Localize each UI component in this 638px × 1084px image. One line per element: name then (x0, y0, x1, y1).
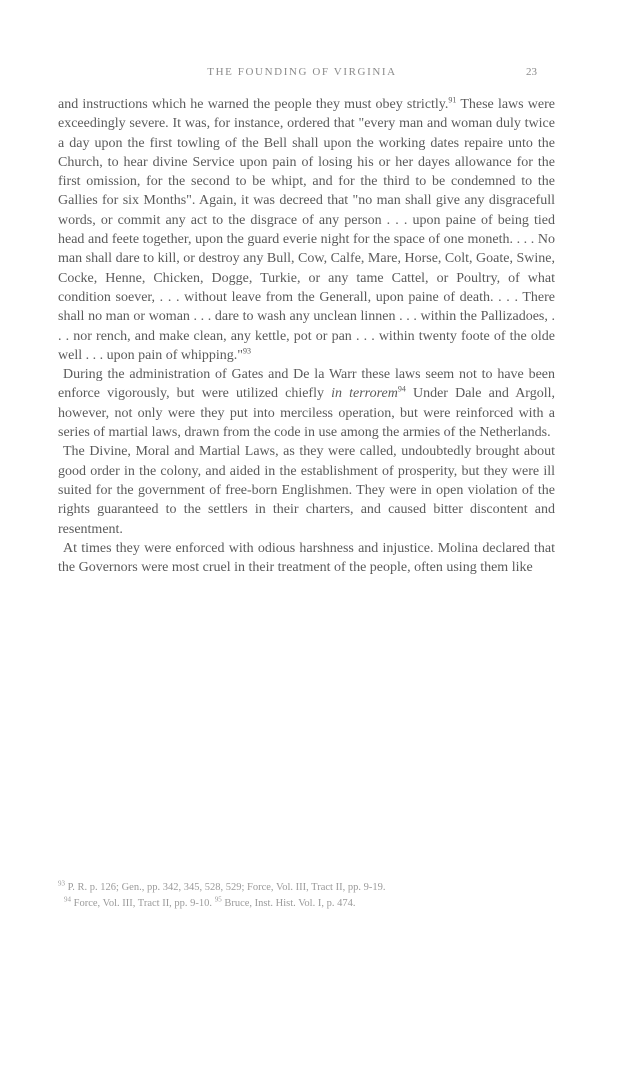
footnote (58, 880, 555, 896)
text-run: These laws were exceedingly severe. It was, for instance, ordered that "every man and woman duly twice a day upon the first towling of the Bell shall upon the working dates repaire unto the Church, to hear divine Service upon pain of losing his or her dayes allowance for the first omission, for the second to be whipt, and for the third to be condemned to the Gallies for six Months". Again, it was decreed that "no man shall give any disgracefull words, or commit any act to the disgrace of any person . . . upon paine of being tied head and feete together, upon the guard everie night for the space of one moneth. . . . No man shall dare to kill, or destroy any Bull, Cow, Calfe, Mare, Horse, Colt, Goate, Swine, Cocke, Henne, Chicken, Dogge, Turkie, or any tame Cattel, or Poultry, of what condition soever, . . . without leave from the Generall, upon paine of death. . . . There shall no man or woman . . . dare to wash any unclean linnen . . . within the Pallizadoes, . . . nor rench, and make clean, any kettle, pot or pan . . . within twenty foote of the olde well . . . upon pain of whipping." (58, 97, 555, 363)
page-number: 23 (526, 66, 537, 78)
body-text (58, 95, 555, 577)
paragraph (58, 539, 555, 578)
footnote (58, 896, 555, 912)
paragraph (58, 442, 555, 538)
text-run: and instructions which he warned the people they must obey strictly. (58, 97, 449, 112)
text-run: At times they were enforced with odious harshness and injustice. Molina declared that the Governors were most cruel in their treatment of the people, often using them like (58, 540, 555, 576)
footnote-ref: 95 (214, 895, 222, 904)
footnote-ref: 93 (58, 879, 65, 888)
text-run: P. R. p. 126; Gen., pp. 342, 345, 528, 529; Force, Vol. III, Tract II, pp. 9-19. (65, 882, 386, 893)
italic-text: in terrorem (331, 386, 398, 402)
text-run: Bruce, Inst. Hist. Vol. I, p. 474. (221, 898, 356, 909)
footnote-ref: 94 (397, 384, 406, 394)
text-run: During the administration of Gates and De la Warr these laws seem not to have been enforce vigorously, but were utilized chiefly (58, 367, 555, 402)
footnote-ref: 93 (242, 346, 251, 356)
text-run: The Divine, Moral and Martial Laws, as they were called, undoubtedly brought about good order in the colony, and aided in the establishment of prosperity, but they were ill suited for the government of free-born Englishmen. They were in open violation of the rights guaranteed to the settlers in their charters, and caused bitter discontent and resentment. (58, 444, 555, 537)
running-title: THE FOUNDING OF VIRGINIA (207, 66, 397, 78)
footnote-ref: 94 (64, 895, 71, 904)
text-run: Force, Vol. III, Tract II, pp. 9-10. (71, 898, 215, 909)
text-run: Under Dale and Argoll, however, not only were they put into merciless operation, but were reinforced with a series of martial laws, drawn from the code in use among the armies of the Netherlands. (58, 386, 555, 441)
paragraph (58, 95, 555, 365)
paragraph (58, 365, 555, 442)
footnotes (58, 880, 555, 912)
footnote-ref: 91 (448, 95, 457, 105)
